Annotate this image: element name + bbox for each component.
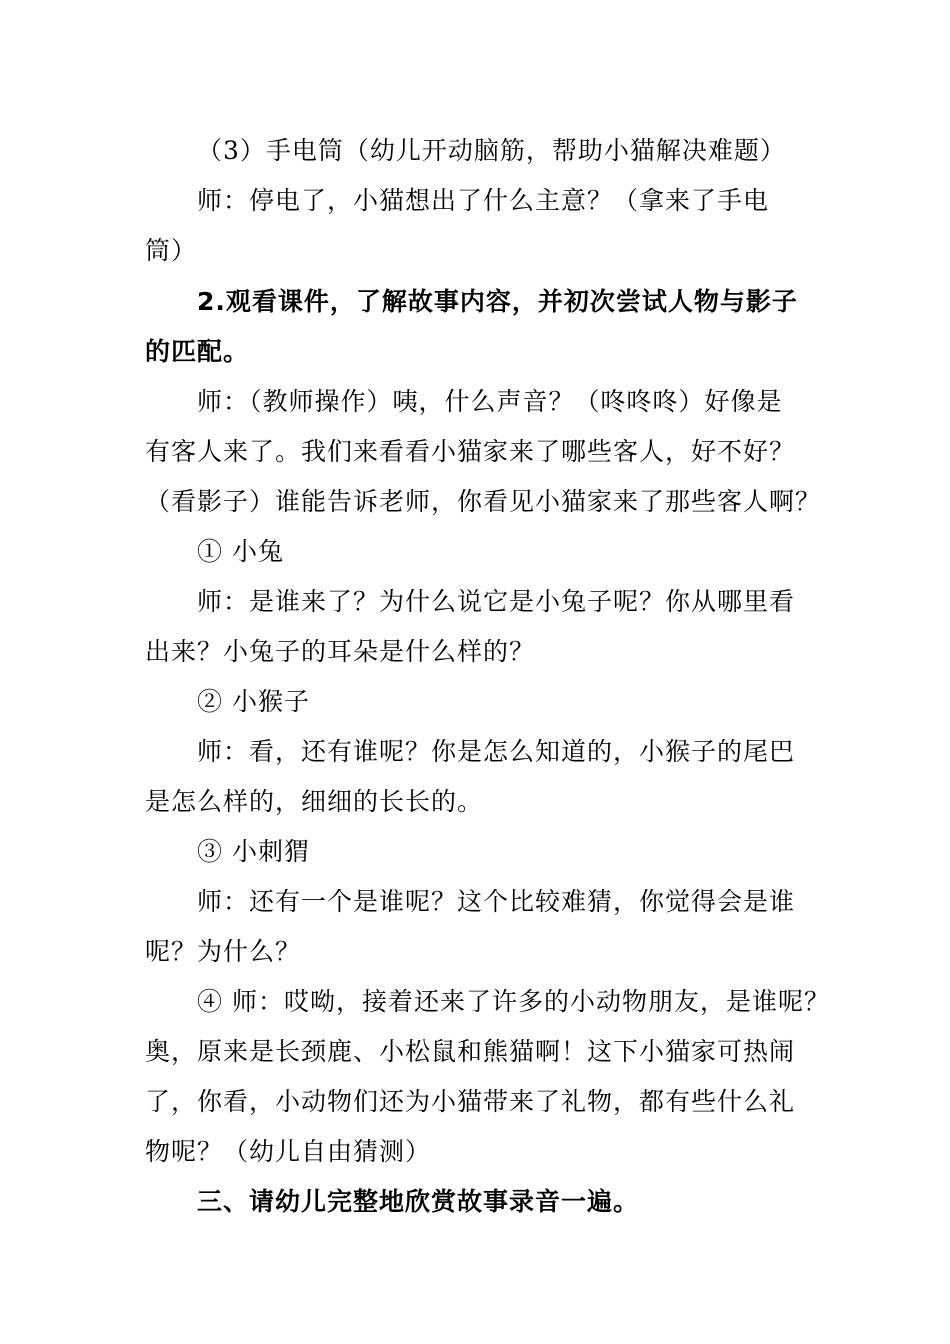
paragraph-line: 是怎么样的，细细的长长的。 [145,787,484,816]
paragraph-line: 师：停电了，小猫想出了什么主意？（拿来了手电 [197,186,770,215]
paragraph-line: 奥，原来是长颈鹿、小松鼠和熊猫啊！这下小猫家可热闹 [145,1037,796,1066]
paragraph-line: 师：（教师操作）咦，什么声音？（咚咚咚）好像是 [197,387,783,416]
paragraph-line: 筒） [145,236,198,265]
paragraph-line: 物呢？（幼儿自由猜测） [145,1137,432,1166]
paragraph-line: 师：看，还有谁呢？你是怎么知道的，小猴子的尾巴 [197,737,796,766]
paragraph-line: 呢？为什么？ [145,937,302,966]
paragraph-line: 师：是谁来了？为什么说它是小兔子呢？你从哪里看 [197,587,796,616]
list-item: ② 小猴子 [197,687,310,716]
paragraph-line: 师：还有一个是谁呢？这个比较难猜，你觉得会是谁 [197,887,796,916]
section-heading: 2.观看课件，了解故事内容，并初次尝试人物与影子 [197,287,798,316]
list-item: ① 小兔 [197,537,284,566]
list-item: ③ 小刺猬 [197,837,310,866]
paragraph-line: （看影子）谁能告诉老师，你看见小猫家来了那些客人啊？ [145,487,822,516]
list-item: ④ 师：哎呦，接着还来了许多的小动物朋友，是谁呢？ [197,987,830,1016]
section-heading: 三、请幼儿完整地欣赏故事录音一遍。 [197,1187,640,1216]
paragraph-line: 有客人来了。我们来看看小猫家来了哪些客人，好不好？ [145,437,796,466]
paragraph-line: 出来？小兔子的耳朵是什么样的？ [145,637,536,666]
paragraph-line: 了，你看，小动物们还为小猫带来了礼物，都有些什么礼 [145,1087,796,1116]
section-heading: 的匹配。 [145,337,250,366]
paragraph-line: （3）手电筒（幼儿开动脑筋，帮助小猫解决难题） [197,136,786,165]
